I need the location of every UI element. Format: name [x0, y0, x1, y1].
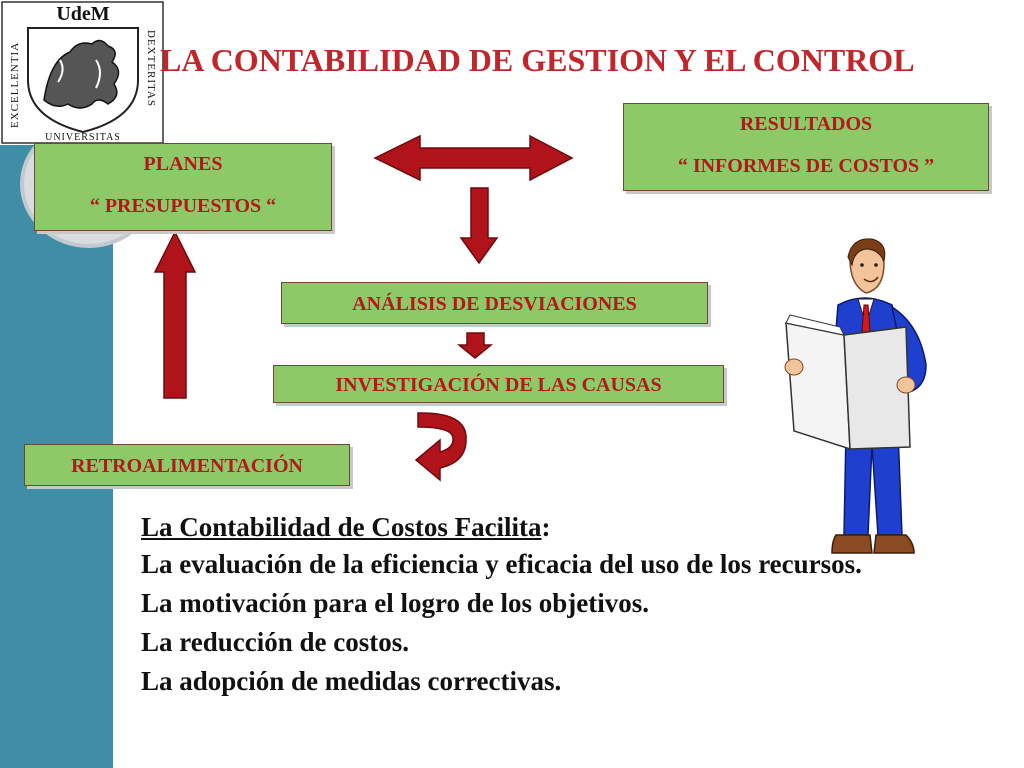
retroalimentacion-label: RETROALIMENTACIÓN — [71, 455, 303, 477]
logo-left-text: EXCELLENTIA — [9, 41, 21, 128]
planes-box — [34, 143, 332, 231]
logo-name: UdeM — [56, 3, 110, 25]
investigacion-box — [273, 365, 724, 403]
double-horizontal-arrow-icon — [375, 136, 572, 180]
body-heading: La Contabilidad de Costos Facilita — [141, 512, 542, 542]
up-arrow-icon — [155, 232, 195, 398]
logo-right-text: DEXTERITAS — [145, 30, 157, 107]
body-item: La adopción de medidas correctivas. — [141, 666, 562, 696]
down-arrow-small-icon — [459, 333, 491, 358]
curved-arrow-icon — [416, 413, 466, 480]
body-text — [141, 512, 1014, 697]
body-item: La motivación para el logro de los objetivos. — [141, 588, 649, 618]
logo-bottom-text: UNIVERSITAS — [45, 132, 121, 143]
down-arrow-icon — [461, 188, 497, 263]
informes-label: “ INFORMES DE COSTOS ” — [677, 155, 935, 177]
analisis-label: ANÁLISIS DE DESVIACIONES — [352, 293, 637, 315]
analisis-box — [281, 282, 708, 324]
investigacion-label: INVESTIGACIÓN DE LAS CAUSAS — [335, 374, 662, 396]
presupuestos-label: “ PRESUPUESTOS “ — [89, 195, 277, 217]
body-item: La reducción de costos. — [141, 627, 409, 657]
body-item: La evaluación de la eficiencia y eficacia del uso de los recursos. — [141, 549, 862, 579]
retroalimentacion-box — [24, 444, 350, 486]
slide-title: LA CONTABILIDAD DE GESTION Y EL CONTROL — [160, 42, 915, 78]
planes-label: PLANES — [143, 153, 223, 175]
resultados-label: RESULTADOS — [739, 113, 873, 135]
body-heading-colon: : — [541, 512, 551, 542]
body-heading-line — [141, 512, 1014, 543]
resultados-box — [623, 103, 989, 191]
